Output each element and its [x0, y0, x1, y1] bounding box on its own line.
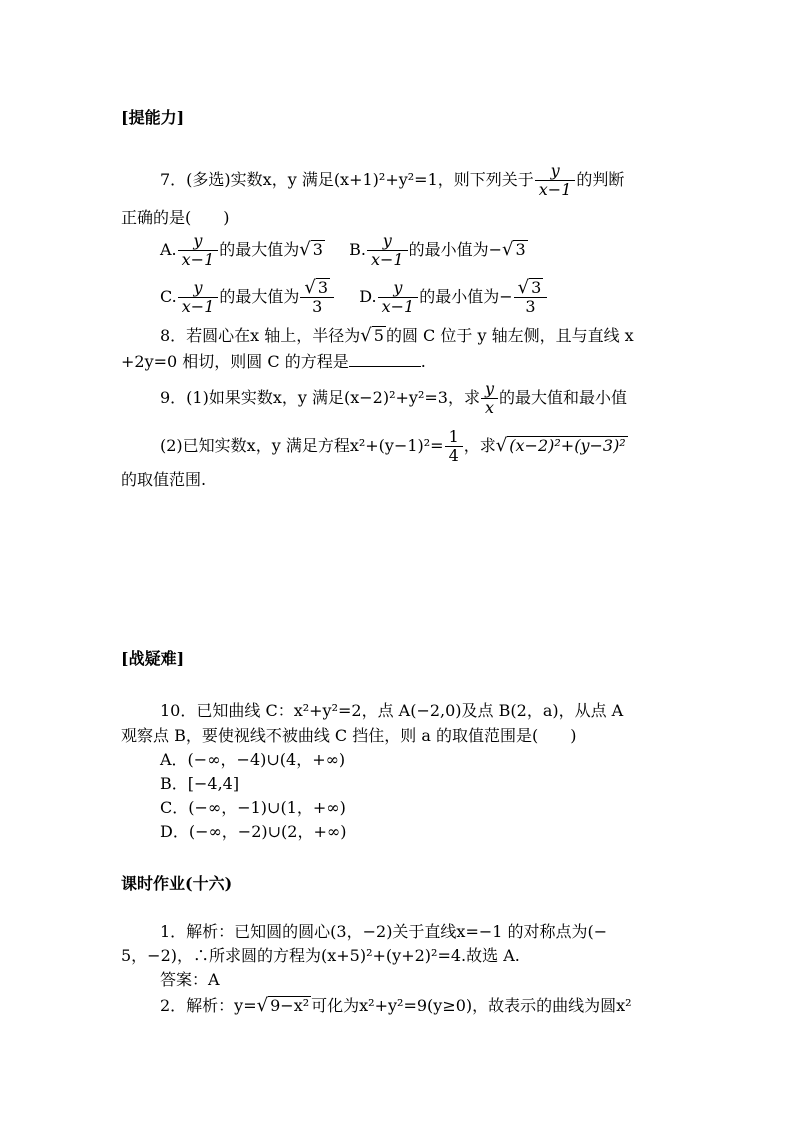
q10-line2: 观察点 B，要使视线不被曲线 C 挡住，则 a 的取值范围是( ): [121, 726, 577, 745]
q9-radicand: (x−2)²+(y−3)²: [509, 436, 626, 455]
q10-option-b: B．[−4,4]: [160, 774, 240, 793]
q7-option-b: B. $\frac{y}{x-1}$ 的最小值为−√ 3: [349, 231, 526, 269]
q7-options-ab: [160, 232, 528, 269]
q8-line1: 8．若圆心在x 轴上，半径为√ 5 的圆 C 位于 y 轴左侧，且与直线 x: [160, 325, 634, 346]
q10-line1: 10．已知曲线 C：x²+y²=2，点 A(−2,0)及点 B(2，a)，从点 A: [160, 701, 624, 720]
q8-radius: 5: [373, 326, 384, 345]
q7-intro: 7．(多选)实数x，y 满足(x+1)²+y²=1，则下列关于: [160, 170, 534, 189]
q7-fraction: $\frac{y}{x-1}$: [535, 162, 576, 199]
q10-option-c: C．(−∞，−1)∪(1，+∞): [160, 798, 346, 817]
section-heading-hard: [战疑难]: [121, 649, 185, 668]
q10-option-d: D．(−∞，−2)∪(2，+∞): [160, 822, 347, 841]
ans1-line1: 1．解析：已知圆的圆心(3，−2)关于直线x=−1 的对称点为(−: [160, 922, 608, 941]
q7-stem-line2: 正确的是( ): [121, 208, 230, 227]
ans1-line2: 5，−2)，∴所求圆的方程为(x+5)²+(y+2)²=4.故选 A.: [121, 946, 520, 965]
ans2-line1: 2．解析：y=√ 9−x² 可化为x²+y²=9(y≥0)，故表示的曲线为圆x²: [160, 995, 632, 1016]
q7-option-c: C. $\frac{y}{x-1}$ 的最大值为 $\frac{√ 3}{3}$: [160, 287, 335, 306]
q10-option-a: A．(−∞，−4)∪(4，+∞): [160, 750, 346, 769]
q7-stem: [160, 162, 624, 199]
q7-judge-text: 的判断: [576, 170, 625, 189]
section-heading-improve: [提能力]: [121, 108, 185, 127]
q9-fraction: $\frac{y}{x}$: [481, 380, 498, 417]
q8-line2: +2y=0 相切，则圆 C 的方程是 .: [121, 352, 426, 371]
ans2-radicand: 9−x²: [270, 996, 310, 1015]
homework-title: 课时作业(十六): [121, 874, 233, 893]
q7-option-a: A. $\frac{y}{x-1}$ 的最大值为√ 3: [160, 231, 323, 269]
q9-part2-line2: 的取值范围.: [121, 470, 207, 489]
q7-option-d: D. $\frac{y}{x-1}$ 的最小值为− $\frac{√ 3}{3}$: [359, 287, 548, 306]
q9-part2: (2)已知实数x，y 满足方程x²+(y−1)²= $\frac{1}{4}$ ，求√ (x−2)²+(y−3)²: [160, 427, 626, 465]
q7-options-cd: [160, 278, 548, 316]
ans1-answer: 答案：A: [160, 970, 220, 989]
q9-part1: 9．(1)如果实数x，y 满足(x−2)²+y²=3，求 $\frac{y}{x}$ 的最大值和最小值: [160, 379, 628, 417]
q8-answer-blank: [349, 352, 421, 367]
